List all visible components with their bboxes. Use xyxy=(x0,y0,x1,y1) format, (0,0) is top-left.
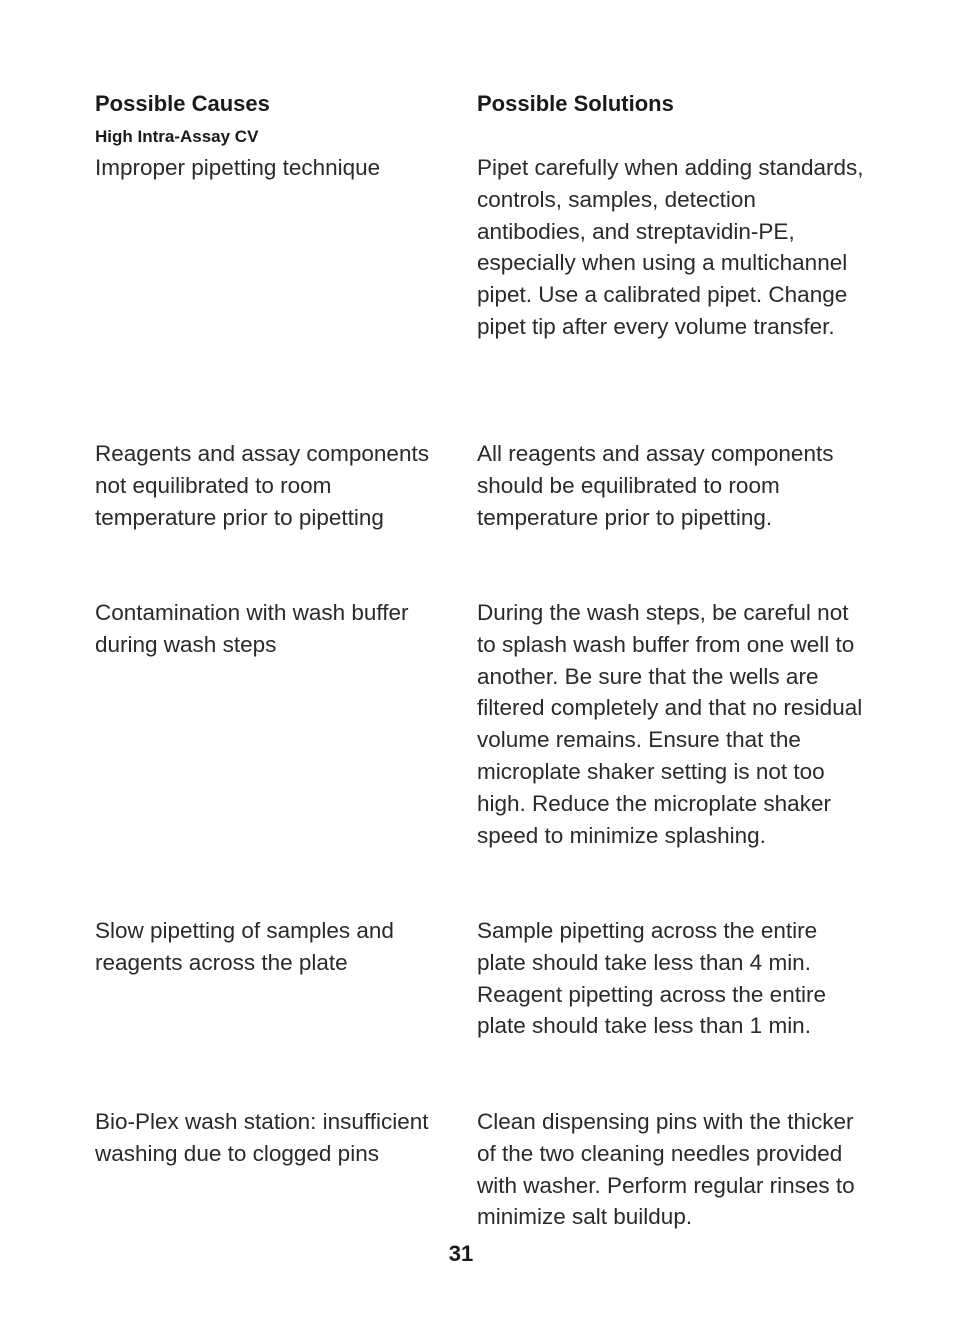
solutions-column-header: Possible Solutions xyxy=(477,91,674,116)
cause-text: Reagents and assay components not equilibrated to room temperature prior to pipetting xyxy=(95,441,429,530)
solution-text: All reagents and assay components should be equilibrated to room temperature prior to pipetting. xyxy=(477,441,834,530)
cause-text: Contamination with wash buffer during wash steps xyxy=(95,600,409,657)
cause-text: Slow pipetting of samples and reagents across the plate xyxy=(95,918,394,975)
causes-column-header: Possible Causes xyxy=(95,91,270,116)
solution-text: Clean dispensing pins with the thicker of the two cleaning needles provided with washer. Perform regular rinses to minimize salt buildup. xyxy=(477,1109,855,1230)
cause-text: Improper pipetting technique xyxy=(95,155,381,180)
solution-text: Pipet carefully when adding standards, controls, samples, detection antibodies, and streptavidin-PE, especially when using a multichannel pipet. Use a calibrated pipet. Change pipet tip after every volume transfer. xyxy=(477,155,864,339)
section-title: High Intra-Assay CV xyxy=(95,127,259,146)
cause-text: Bio-Plex wash station: insufficient washing due to clogged pins xyxy=(95,1109,429,1166)
solution-text: Sample pipetting across the entire plate should take less than 4 min. Reagent pipetting across the entire plate should take less than 1 min. xyxy=(477,918,826,1039)
solution-text: During the wash steps, be careful not to splash wash buffer from one well to another. Be sure that the wells are filtered completely and that no residual volume remains. Ensure that the microplate shaker setting is not too high. Reduce the microplate shaker speed to minimize splashing. xyxy=(477,600,863,848)
page-number: 31 xyxy=(448,1241,474,1266)
